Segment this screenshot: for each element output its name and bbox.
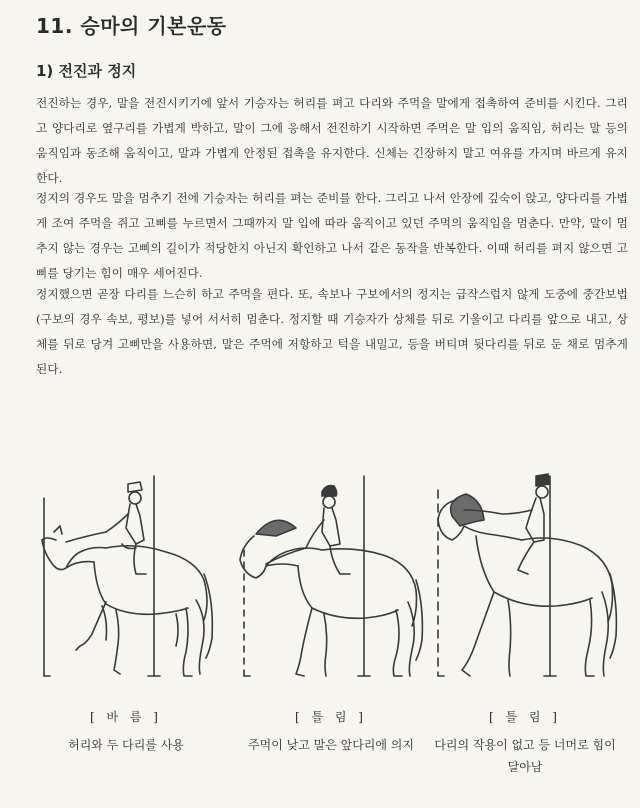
figure-caption-wrong-2: 다리의 작용이 없고 등 너머로 힘이 달아남 <box>434 738 616 774</box>
paragraph-after-halt: 정지했으면 곧장 다리를 느슨히 하고 주먹을 편다. 또, 속보나 구보에서의 정지는 급작스럽지 않게 도중에 중간보법(구보의 경우 속보, 평보)를 넣어 서서히 멈춘다. 정지할 때 기승자가 상체를 뒤로 기울이고 다리를 앞으로 내고, 상체를 뒤로 당겨 고삐만을 사용하면, 말은 주먹에 저항하고 턱을 내밀고, 등을 버티며 뒷다리를 뒤로 둔 채로 멈추게 된다. <box>36 287 628 376</box>
figure-label-wrong-1: [ 틀 림 ] <box>295 710 367 724</box>
horse-illustration-wrong-low-hands <box>236 470 426 698</box>
section-title: 1) 전진과 정지 <box>36 62 137 80</box>
figure-caption-wrong-1: 주먹이 낮고 말은 앞다리에 의지 <box>248 738 414 752</box>
horse-illustration-wrong-no-leg <box>432 470 618 698</box>
figure-caption-correct: 허리와 두 다리를 사용 <box>68 738 184 752</box>
horse-illustration-correct <box>36 470 218 698</box>
figure-label-correct: [ 바 름 ] <box>90 710 162 724</box>
paragraph-halt: 정지의 경우도 말을 멈추기 전에 기승자는 허리를 펴는 준비를 한다. 그리고 나서 안장에 깊숙이 앉고, 양다리를 가볍게 조여 주먹을 쥐고 고삐를 누르면서 그때까지 말 입에 따라 움직이고 있던 주먹의 움직임을 멈춘다. 만약, 말이 멈추지 않는 경우는 고삐의 길이가 적당한지 아닌지 확인하고 나서 같은 동작을 반복한다. 이때 허리를 펴지 않으면 고삐를 당기는 힘이 매우 세어진다. <box>36 191 628 280</box>
paragraph-forward: 전진하는 경우, 말을 전진시키기에 앞서 기승자는 허리를 펴고 다리와 주먹을 말에게 접촉하여 준비를 시킨다. 그리고 양다리로 옆구리를 가볍게 박하고, 말이 그에 응해서 전진하기 시작하면 주먹은 말 입의 움직임, 허리는 말 등의 움직임과 동조해 움직이고, 말과 가볍게 안정된 접촉을 유지한다. 신체는 긴장하지 말고 여유를 가지며 바르게 유지한다. <box>36 96 628 185</box>
figure-label-wrong-2: [ 틀 림 ] <box>489 710 561 724</box>
page-title: 11. 승마의 기본운동 <box>36 14 227 38</box>
